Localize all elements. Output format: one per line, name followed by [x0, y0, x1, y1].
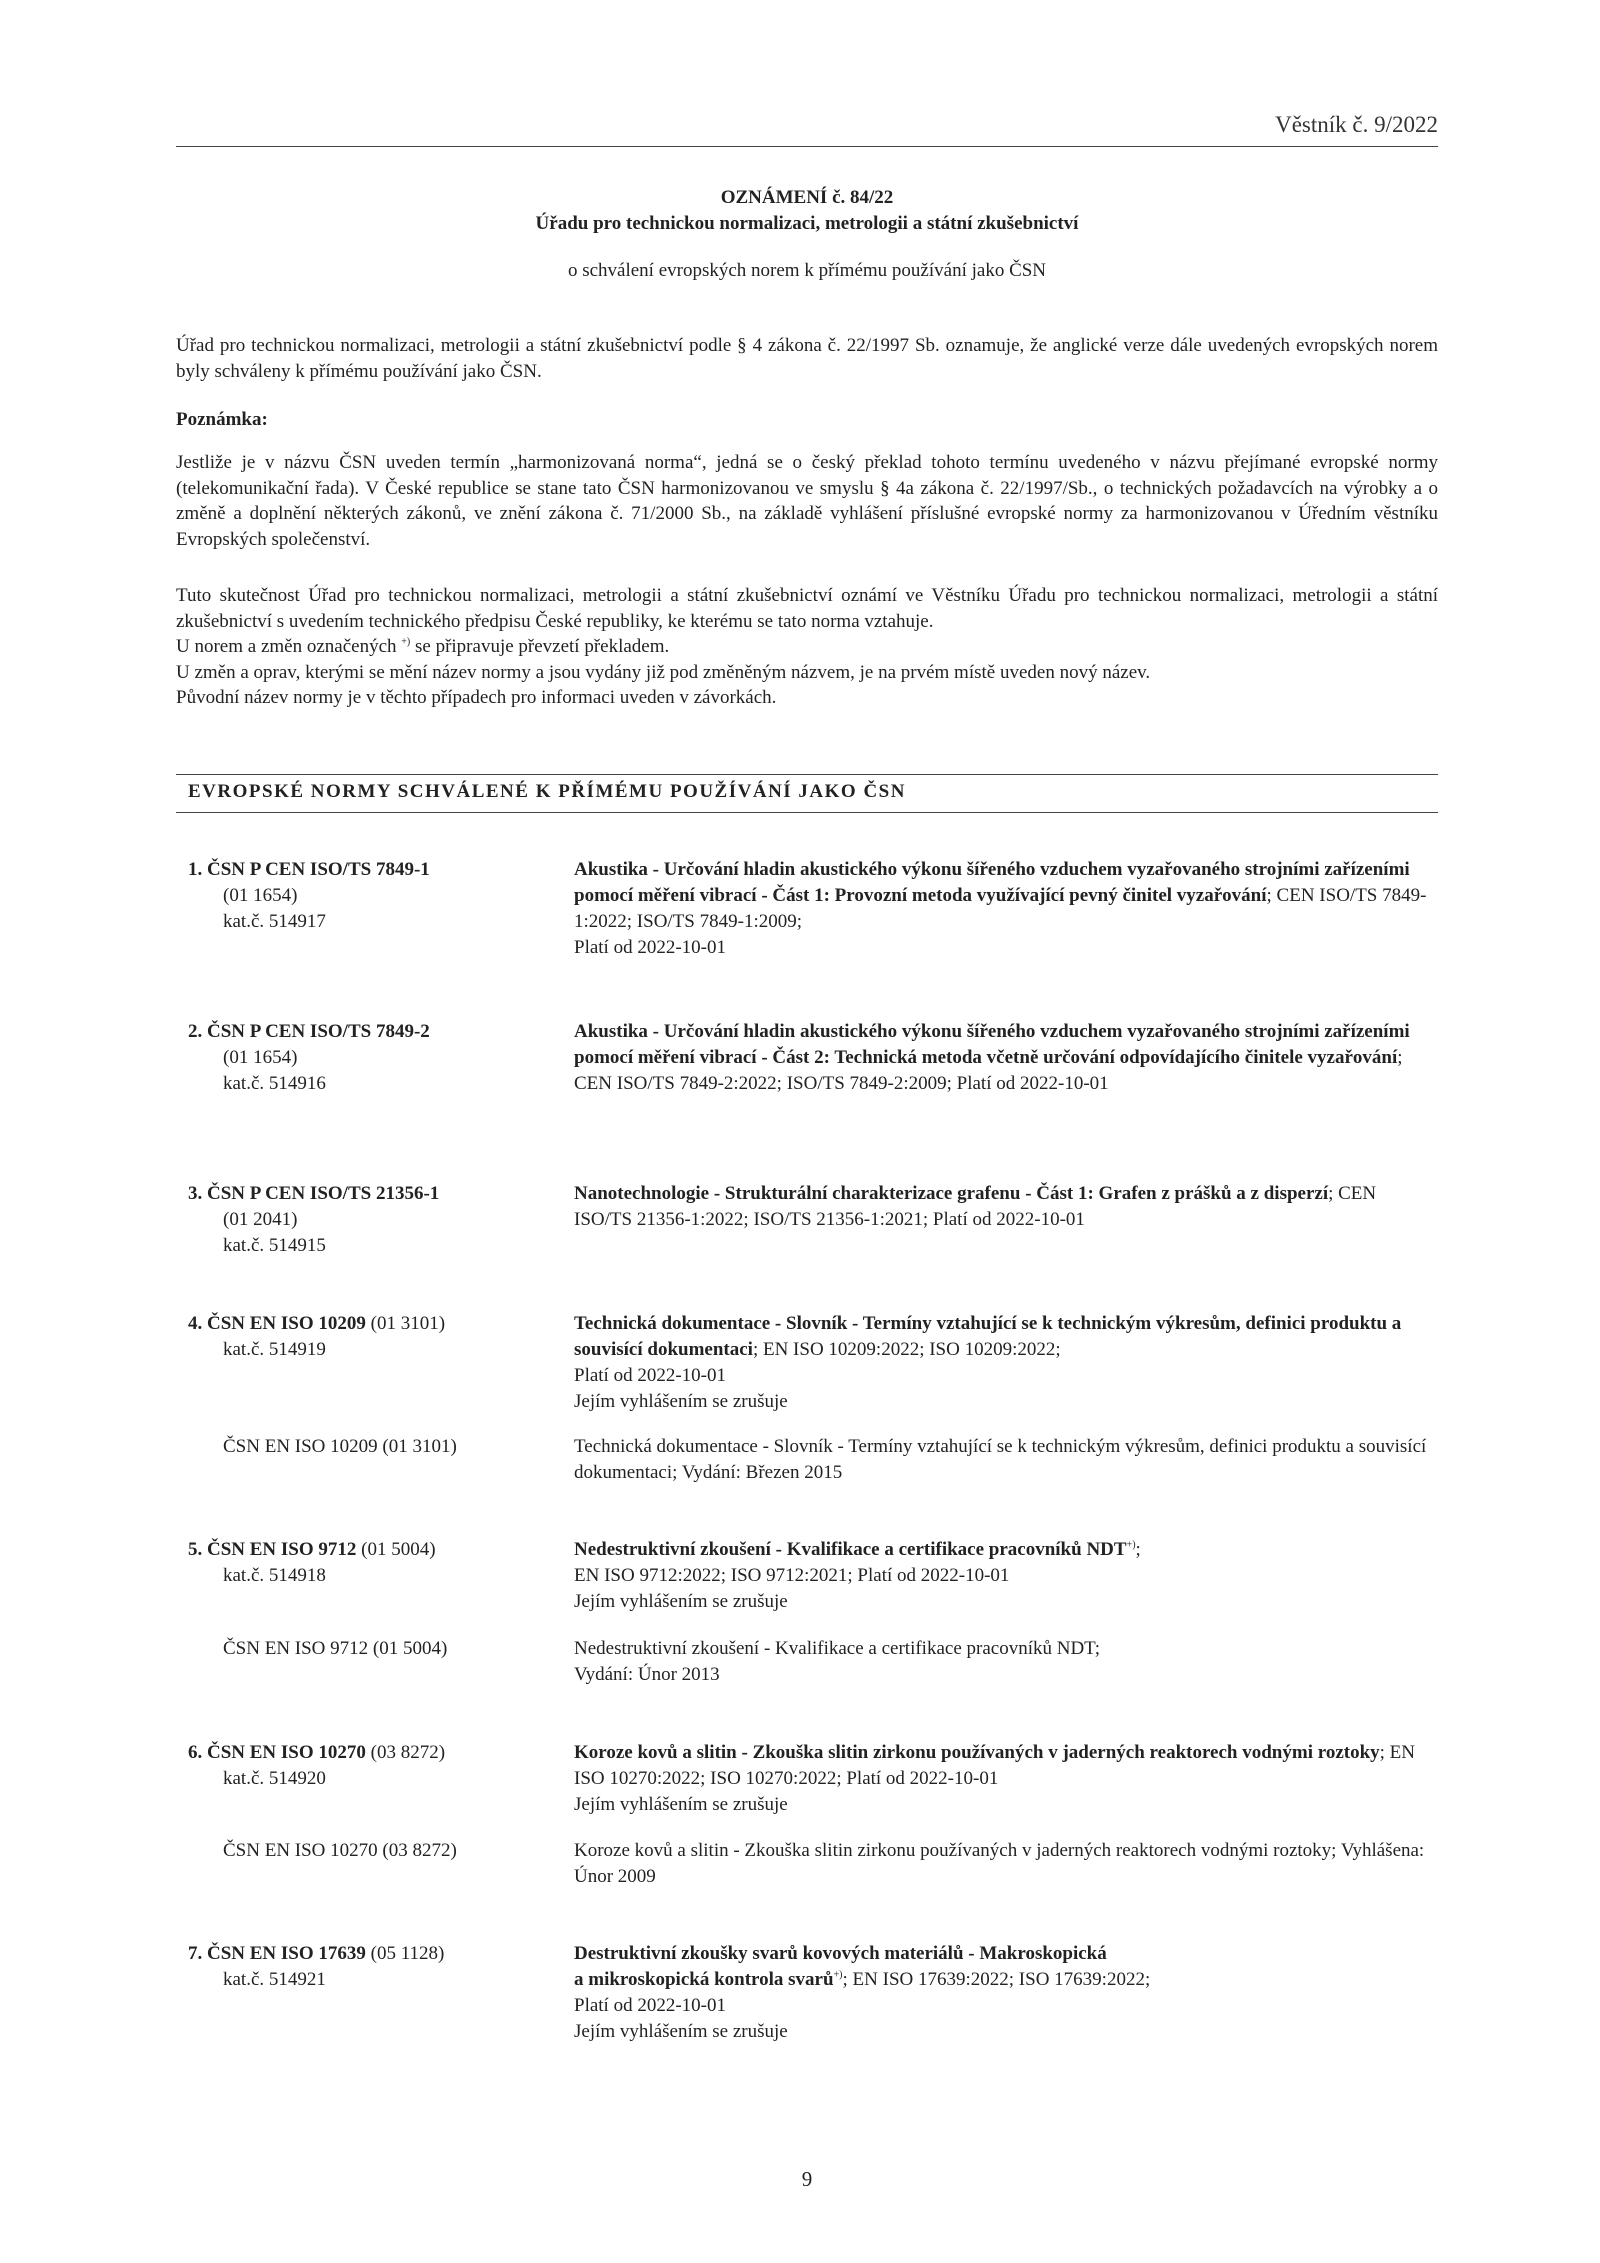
- note-p3-text-b: se připravuje převzetí překladem.: [415, 636, 670, 657]
- entry-class: (01 1654): [223, 885, 298, 906]
- entry-identifier: [188, 1019, 558, 1097]
- entry-identifier: [188, 857, 558, 935]
- entry-refs: ; EN ISO 10270:2022; ISO 10270:2022; Platí od 2022-10-01: [574, 1742, 1416, 1789]
- title-number: OZNÁMENÍ č. 84/22: [720, 187, 894, 208]
- entry-title: Akustika - Určování hladin akustického výkonu šířeného vzduchem vyzařovaného strojními zařízeními pomocí měření vibrací - Část 1: Provozní metoda využívající pevný činitel vyzařování: [574, 859, 1410, 906]
- entry-id: 2. ČSN P CEN ISO/TS 7849-2: [188, 1021, 430, 1042]
- title-office: Úřadu pro technickou normalizaci, metrologii a státní zkušebnictví: [535, 213, 1079, 234]
- title-subject: o schválení evropských norem k přímému používání jako ČSN: [567, 260, 1047, 281]
- entry-id: 5. ČSN EN ISO 9712: [188, 1539, 357, 1560]
- replaced-title-line2: Vydání: Únor 2013: [574, 1664, 720, 1685]
- entry-cancel-note: Jejím vyhlášením se zrušuje: [574, 2021, 788, 2042]
- entry-id: 6. ČSN EN ISO 10270: [188, 1742, 366, 1763]
- replaced-title: [574, 1636, 1436, 1688]
- entry-refs: ; CEN ISO/TS 21356-1:2022; ISO/TS 21356-1:2021; Platí od 2022-10-01: [574, 1183, 1377, 1230]
- entry-identifier: [188, 1311, 558, 1363]
- replaced-title: Technická dokumentace - Slovník - Termíny vztahující se k technickým výkresům, definici produktu a souvisící dokumentaci; Vydání: Březen 2015: [574, 1436, 1427, 1483]
- entry-sup: +): [833, 1969, 843, 1981]
- entry-refs: ; EN ISO 10209:2022; ISO 10209:2022;: [752, 1339, 1061, 1360]
- entry-kat: kat.č. 514916: [223, 1073, 326, 1094]
- entry-cancel-note: Jejím vyhlášením se zrušuje: [574, 1794, 788, 1815]
- note-paragraph-1: Jestliže je v názvu ČSN uveden termín „harmonizovaná norma“, jedná se o český překlad tohoto termínu uvedeného v názvu přejímané evropské normy (telekomunikační řada). V České republice se stane tato ČSN harmonizovanou ve smyslu § 4a zákona č. 22/1997/Sb., o technických požadavcích na výrobky a o změně a doplnění některých zákonů, ve znění zákona č. 71/2000 Sb., na základě vyhlášení příslušné evropské normy za harmonizovanou v Úředním věstníku Evropských společenství.: [176, 452, 1438, 550]
- entry-valid: Platí od 2022-10-01: [574, 937, 726, 958]
- entry-class: (05 1128): [370, 1943, 445, 1964]
- entry-id: 7. ČSN EN ISO 17639: [188, 1943, 366, 1964]
- entry-identifier: [188, 1537, 558, 1589]
- entry-class: (01 1654): [223, 1047, 298, 1068]
- page-number: 9: [801, 2167, 813, 2191]
- entry-identifier: [188, 1740, 558, 1792]
- entry-title: Koroze kovů a slitin - Zkouška slitin zirkonu používaných v jaderných reaktorech vodnými roztoky: [574, 1742, 1380, 1763]
- entry-cancel-note: Jejím vyhlášením se zrušuje: [574, 1391, 788, 1412]
- entry-title-line2: a mikroskopická kontrola svarů: [574, 1969, 834, 1990]
- note-paragraph-2: [176, 583, 1438, 711]
- entry-kat: kat.č. 514917: [223, 911, 326, 932]
- note-p3-sup: +): [401, 636, 411, 648]
- entry-description: [574, 1181, 1436, 1233]
- note-p5-text: Původní název normy je v těchto případech pro informaci uveden v závorkách.: [176, 687, 777, 708]
- entry-refs: ; CEN ISO/TS 7849-1:2022; ISO/TS 7849-1:2009;: [574, 885, 1427, 932]
- intro-paragraph: Úřad pro technickou normalizaci, metrologii a státní zkušebnictví podle § 4 zákona č. 22/1997 Sb. oznamuje, že anglické verze dále uvedených evropských norem byly schváleny k přímému používání jako ČSN.: [176, 335, 1438, 382]
- replaced-id: ČSN EN ISO 10270 (03 8272): [223, 1840, 457, 1861]
- header-divider: [176, 146, 1438, 147]
- entry-description: [574, 1019, 1436, 1097]
- note-p4-text: U změn a oprav, kterými se mění název normy a jsou vydány již pod změněným názvem, je na prvém místě uveden nový název.: [176, 661, 1151, 683]
- entry-class: (01 2041): [223, 1209, 298, 1230]
- section-heading: EVROPSKÉ NORMY SCHVÁLENÉ K PŘÍMÉMU POUŽÍVÁNÍ JAKO ČSN: [188, 781, 906, 802]
- entry-id: 1. ČSN P CEN ISO/TS 7849-1: [188, 859, 430, 880]
- entry-title: Nanotechnologie - Strukturální charakterizace grafenu - Část 1: Grafen z prášků a z disperzí: [574, 1183, 1329, 1204]
- entry-refs: ;: [1135, 1539, 1141, 1560]
- entry-description: [574, 857, 1436, 961]
- entry-class: (01 3101): [370, 1313, 446, 1334]
- section-divider-top: [176, 774, 1438, 775]
- entry-valid: Platí od 2022-10-01: [574, 1995, 726, 2016]
- entry-kat: kat.č. 514921: [223, 1969, 326, 1990]
- entry-kat: kat.č. 514920: [223, 1768, 326, 1789]
- entry-identifier: [188, 1181, 558, 1259]
- entry-refs: ; EN ISO 17639:2022; ISO 17639:2022;: [842, 1969, 1151, 1990]
- entry-kat: kat.č. 514918: [223, 1565, 326, 1586]
- note-p3-text-a: U norem a změn označených: [176, 636, 397, 657]
- replaced-id: ČSN EN ISO 9712 (01 5004): [223, 1638, 448, 1659]
- entry-id: 3. ČSN P CEN ISO/TS 21356-1: [188, 1183, 440, 1204]
- entry-title: Akustika - Určování hladin akustického výkonu šířeného vzduchem vyzařovaného strojními zařízeními pomocí měření vibrací - Část 2: Technická metoda včetně určování odpovídajícího činitele vyzařování: [574, 1021, 1410, 1068]
- entry-description: [574, 1740, 1436, 1818]
- entry-title-line1: Destruktivní zkoušky svarů kovových materiálů - Makroskopická: [574, 1943, 1107, 1964]
- entry-class: (03 8272): [370, 1742, 446, 1763]
- replaced-title: Koroze kovů a slitin - Zkouška slitin zirkonu používaných v jaderných reaktorech vodnými roztoky; Vyhlášena: Únor 2009: [574, 1840, 1425, 1887]
- note-label: Poznámka:: [176, 409, 268, 430]
- entry-kat: kat.č. 514915: [223, 1235, 326, 1256]
- entry-kat: kat.č. 514919: [223, 1339, 326, 1360]
- note-p2-text: Tuto skutečnost Úřad pro technickou normalizaci, metrologii a státní zkušebnictví oznámí ve Věstníku Úřadu pro technickou normalizaci, metrologii a státní zkušebnictví s uvedením technického předpisu České republiky, ke kterému se tato norma vztahuje.: [176, 585, 1438, 632]
- entry-title: Technická dokumentace - Slovník - Termíny vztahující se k technickým výkresům, definici produktu a souvisící dokumentaci: [574, 1313, 1402, 1360]
- entry-class: (01 5004): [361, 1539, 436, 1560]
- entry-title: Nedestruktivní zkoušení - Kvalifikace a certifikace pracovníků NDT: [574, 1539, 1127, 1560]
- entry-refs-line: EN ISO 9712:2022; ISO 9712:2021; Platí od 2022-10-01: [574, 1565, 1010, 1586]
- entry-identifier: [188, 1941, 558, 1993]
- replaced-id: ČSN EN ISO 10209 (01 3101): [223, 1436, 457, 1457]
- section-divider-bottom: [176, 812, 1438, 813]
- entry-refs: ; CEN ISO/TS 7849-2:2022; ISO/TS 7849-2:2009; Platí od 2022-10-01: [574, 1047, 1403, 1094]
- entry-valid: Platí od 2022-10-01: [574, 1365, 726, 1386]
- entry-description: [574, 1941, 1436, 2045]
- entry-sup: +): [1126, 1539, 1136, 1551]
- entry-id: 4. ČSN EN ISO 10209: [188, 1313, 366, 1334]
- announcement-title: [176, 185, 1438, 284]
- entry-cancel-note: Jejím vyhlášením se zrušuje: [574, 1591, 788, 1612]
- entry-description: [574, 1537, 1436, 1615]
- journal-header: Věstník č. 9/2022: [1275, 112, 1438, 137]
- replaced-title-line1: Nedestruktivní zkoušení - Kvalifikace a certifikace pracovníků NDT;: [574, 1638, 1100, 1659]
- entry-description: [574, 1311, 1436, 1415]
